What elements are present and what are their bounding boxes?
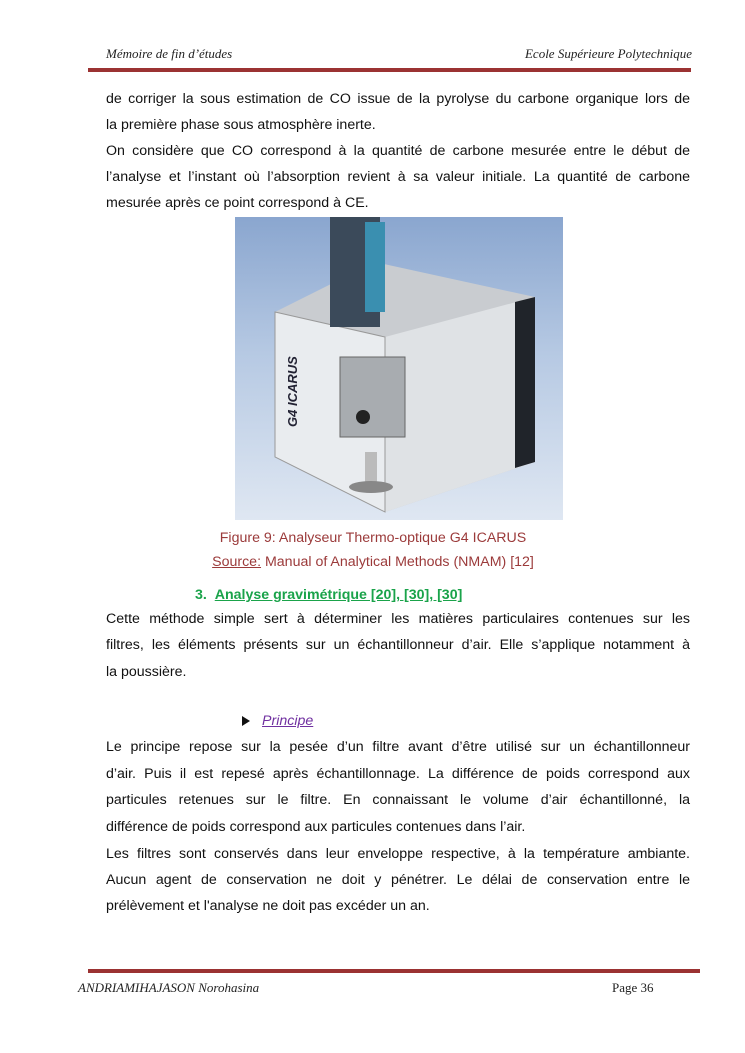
- text-line: l’analyse et l’instant où l’absorption revient à sa valeur initiale. La quantité de carbone: [106, 169, 690, 185]
- section-number: 3.: [195, 587, 207, 603]
- text-line: Aucun agent de conservation ne doit y pénétrer. Le délai de conservation entre le: [106, 872, 690, 888]
- subheading-principe: [242, 713, 313, 729]
- source-label: Source:: [212, 554, 262, 570]
- text-line: Le principe repose sur la pesée d’un filtre avant d’être utilisé sur un échantillonneur: [106, 739, 690, 755]
- text-line: particules retenues sur le filtre. En connaissant le volume d’air échantillonné, la: [106, 792, 690, 808]
- text-line: d’air. Puis il est repesé après échantillonnage. La différence de poids correspond aux: [106, 766, 690, 782]
- text-line: la poussière.: [106, 664, 187, 680]
- text-line: la première phase sous atmosphère inerte.: [106, 117, 376, 133]
- text-line: On considère que CO correspond à la quantité de carbone mesurée entre le début de: [106, 143, 690, 159]
- figure-source: [0, 554, 745, 570]
- subheading-text: Principe: [262, 713, 314, 729]
- header-rule: [88, 68, 691, 72]
- text-line: de corriger la sous estimation de CO issue de la pyrolyse du carbone organique lors de: [106, 91, 690, 107]
- header-left: Mémoire de fin d’études: [106, 46, 233, 61]
- text-line: filtres, les éléments présents sur un échantillonneur d’air. Elle s’applique notamment à: [106, 637, 690, 653]
- text-line: Cette méthode simple sert à déterminer les matières particulaires contenues sur les: [106, 611, 690, 627]
- source-text: Manual of Analytical Methods (NMAM) [12]: [261, 554, 534, 570]
- figure-logo-text: G4 ICARUS: [285, 356, 300, 427]
- figure-image-g4-icarus: [235, 217, 563, 520]
- text-line: différence de poids correspond aux particules contenues dans l’air.: [106, 819, 526, 835]
- footer-author: ANDRIAMIHAJASON Norohasina: [78, 980, 260, 995]
- figure-caption: Figure 9: Analyseur Thermo-optique G4 ICARUS: [219, 530, 527, 546]
- section-heading: [195, 587, 462, 603]
- text-line: prélèvement et l'analyse ne doit pas excéder un an.: [106, 898, 430, 914]
- text-line: mesurée après ce point correspond à CE.: [106, 195, 369, 211]
- header-right: Ecole Supérieure Polytechnique: [524, 46, 692, 61]
- footer-rule: [88, 969, 700, 973]
- bullet-icon: [242, 716, 250, 726]
- text-line: Les filtres sont conservés dans leur enveloppe respective, à la température ambiante.: [106, 846, 690, 862]
- footer-page-number: Page 36: [612, 980, 654, 995]
- section-title: Analyse gravimétrique [20], [30], [30]: [214, 587, 463, 603]
